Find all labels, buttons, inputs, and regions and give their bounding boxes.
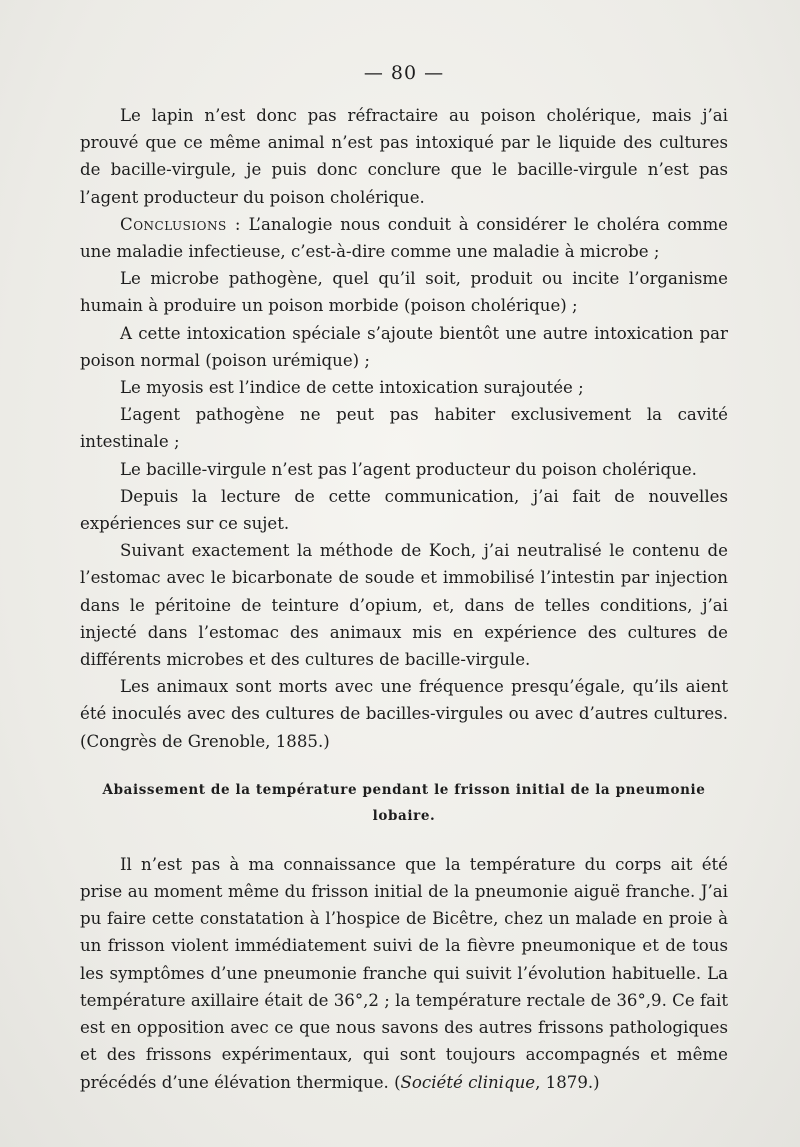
paragraph-pathogenic-microbe: Le microbe pathogène, quel qu’il soit, produit ou incite l’organisme humain à produire un poison morbide (poison cholérique) ; <box>80 269 728 316</box>
paragraph-new-experiments: Depuis la lecture de cette communication, j’ai fait de nouvelles expériences sur ce sujet. <box>80 486 728 534</box>
source-open: ( <box>388 1072 401 1092</box>
page-number: — 80 — <box>363 62 445 84</box>
paragraph-pathogenic-agent: L’agent pathogène ne peut pas habiter exclusivement la cavité intestinale ; <box>80 405 728 452</box>
conclusions-text: L’analogie nous conduit à considérer le choléra comme une maladie infectieuse, c’est-à-dire comme une maladie à microbe ; <box>80 214 729 262</box>
source-title: Société clinique <box>400 1072 536 1092</box>
source-rest: , 1879.) <box>535 1072 600 1092</box>
conclusions-label: Conclusions : <box>120 214 241 234</box>
paragraph-conclusions <box>80 211 728 265</box>
paragraph-temperature <box>80 851 728 1096</box>
paragraph-animal-results: Les animaux sont morts avec une fréquence presqu’égale, qu’ils aient été inoculés avec des cultures de bacilles-virgules ou avec d’autres cultures. (Congrès de Grenoble, 1885.) <box>80 677 728 751</box>
paragraph-koch-method: Suivant exactement la méthode de Koch, j’ai neutralisé le contenu de l’estomac avec le bicarbonate de soude et immobilisé l’intestin par injection dans le péritoine de teinture d’opium, et, dans de telles conditions, j’ai injecté dans l’estomac des animaux mis en expérience des cultures de différents microbes et des cultures de bacille-virgule. <box>80 541 728 670</box>
paragraph-rabbit-conclusion: Le lapin n’est donc pas réfractaire au poison cholérique, mais j’ai prouvé que ce même animal n’est pas intoxiqué par le liquide des cultures de bacille-virgule, je puis donc conclure que le bacille-virgule n’est pas l’agent producteur du poison cholérique. <box>80 106 728 207</box>
section-title: Abaissement de la température pendant le frisson initial de la pneumonie lobaire. <box>102 781 706 824</box>
paragraph-intoxication: A cette intoxication spéciale s’ajoute bientôt une autre intoxication par poison normal (poison urémique) ; <box>80 323 728 370</box>
temperature-text: Il n’est pas à ma connaissance que la température du corps ait été prise au moment même du frisson initial de la pneumonie aiguë franche. J’ai pu faire cette constatation à l’hospice de Bicêtre, chez un malade en proie à un frisson violent immédiatement suivi de la fièvre pneumonique et de tous les symptômes d’une pneumonie franche qui suivit l’évolution habituelle. La température axillaire était de 36°,2 ; la température rectale de 36°,9. Ce fait est en opposition avec ce que nous savons des autres frissons pathologiques et des frissons expérimentaux, qui sont toujours accompagnés et même précédés d’une élévation thermique. <box>80 854 728 1092</box>
paragraph-myosis: Le myosis est l’indice de cette intoxication surajoutée ; <box>120 378 584 398</box>
paragraph-bacillus: Le bacille-virgule n’est pas l’agent producteur du poison cholérique. <box>120 459 697 479</box>
